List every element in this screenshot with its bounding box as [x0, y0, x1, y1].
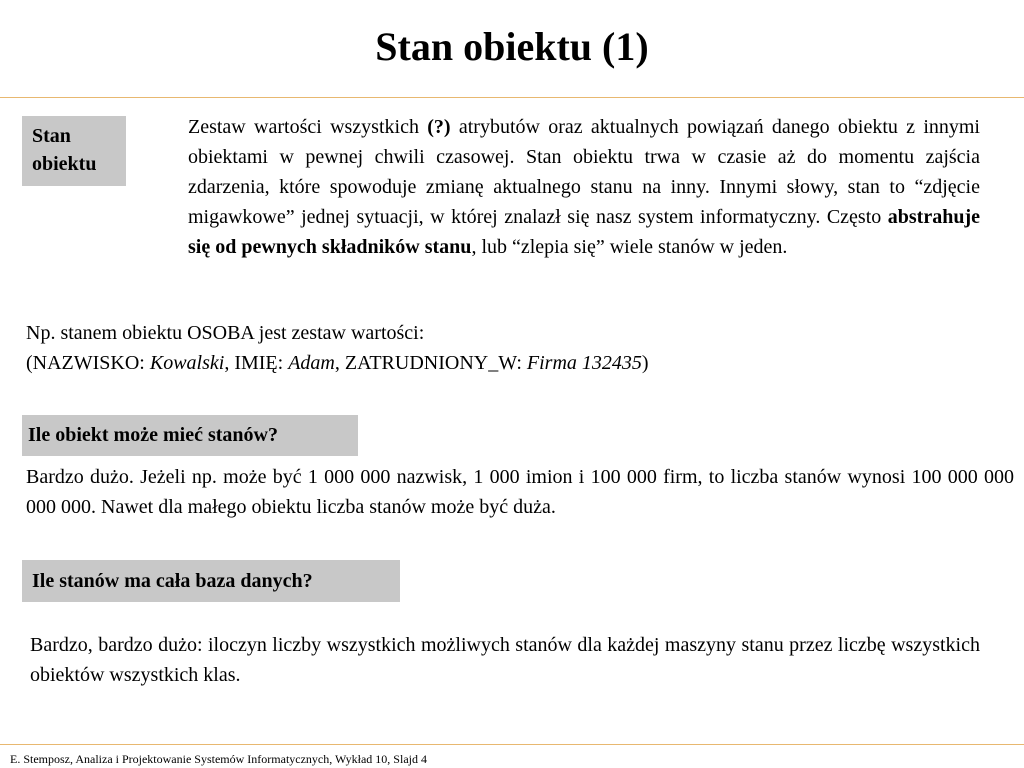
definition-text-3: , lub “zlepia się” wiele stanów w jeden.: [471, 236, 788, 258]
definition-text-2: atrybutów oraz aktualnych powiązań danego obiektu z innymi obiektami w pewnej chwili czasowej. Stan obiektu trwa w czasie aż do momentu zajścia zdarzenia, które spowoduje zmianę aktualnego stanu na inny. Innymi słowy, stan to “zdjęcie migawkowe” jednej sytuacji, w której znalazł się nasz system informatyczny. Często: [188, 116, 980, 228]
answer-1-paragraph: Bardzo dużo. Jeżeli np. może być 1 000 000 nazwisk, 1 000 imion i 100 000 firm, to liczba stanów wynosi 100 000 000 000 000. Nawet dla małego obiektu liczba stanów może być duża.: [26, 466, 1014, 518]
stan-obiektu-label: [22, 116, 126, 186]
definition-paragraph: [188, 112, 980, 262]
example-part-4: ): [641, 352, 649, 374]
stan-obiektu-label-line2: obiektu: [32, 153, 97, 175]
example-line-2: [26, 348, 926, 378]
top-divider: [0, 97, 1024, 98]
bottom-divider: [0, 744, 1024, 745]
stan-obiektu-label-line1: Stan: [32, 125, 71, 147]
definition-text-1: Zestaw wartości wszystkich: [188, 116, 428, 138]
example-paragraph: [26, 318, 926, 378]
example-line-1: Np. stanem obiektu OSOBA jest zestaw wartości:: [26, 322, 425, 344]
example-value-firma: Firma 132435: [526, 352, 642, 374]
definition-bold-2: abstrahuje się od pewnych składników stanu: [188, 206, 980, 258]
definition-bold-1: (?): [427, 116, 451, 138]
example-value-imie: Adam: [288, 352, 335, 374]
example-part-2: , IMIĘ:: [224, 352, 289, 374]
footer-citation: E. Stemposz, Analiza i Projektowanie Systemów Informatycznych, Wykład 10, Slajd 4: [10, 752, 427, 766]
slide-title: Stan obiektu (1): [375, 24, 649, 69]
example-part-1: (NAZWISKO:: [26, 352, 150, 374]
question-1-label: Ile obiekt może mieć stanów?: [22, 415, 358, 456]
question-2-label: Ile stanów ma cała baza danych?: [22, 560, 400, 602]
example-part-3: , ZATRUDNIONY_W:: [334, 352, 527, 374]
answer-2-paragraph: Bardzo, bardzo dużo: iloczyn liczby wszystkich możliwych stanów dla każdej maszyny stanu przez liczbę wszystkich obiektów wszystkich klas.: [30, 634, 980, 686]
example-value-nazwisko: Kowalski: [149, 352, 225, 374]
